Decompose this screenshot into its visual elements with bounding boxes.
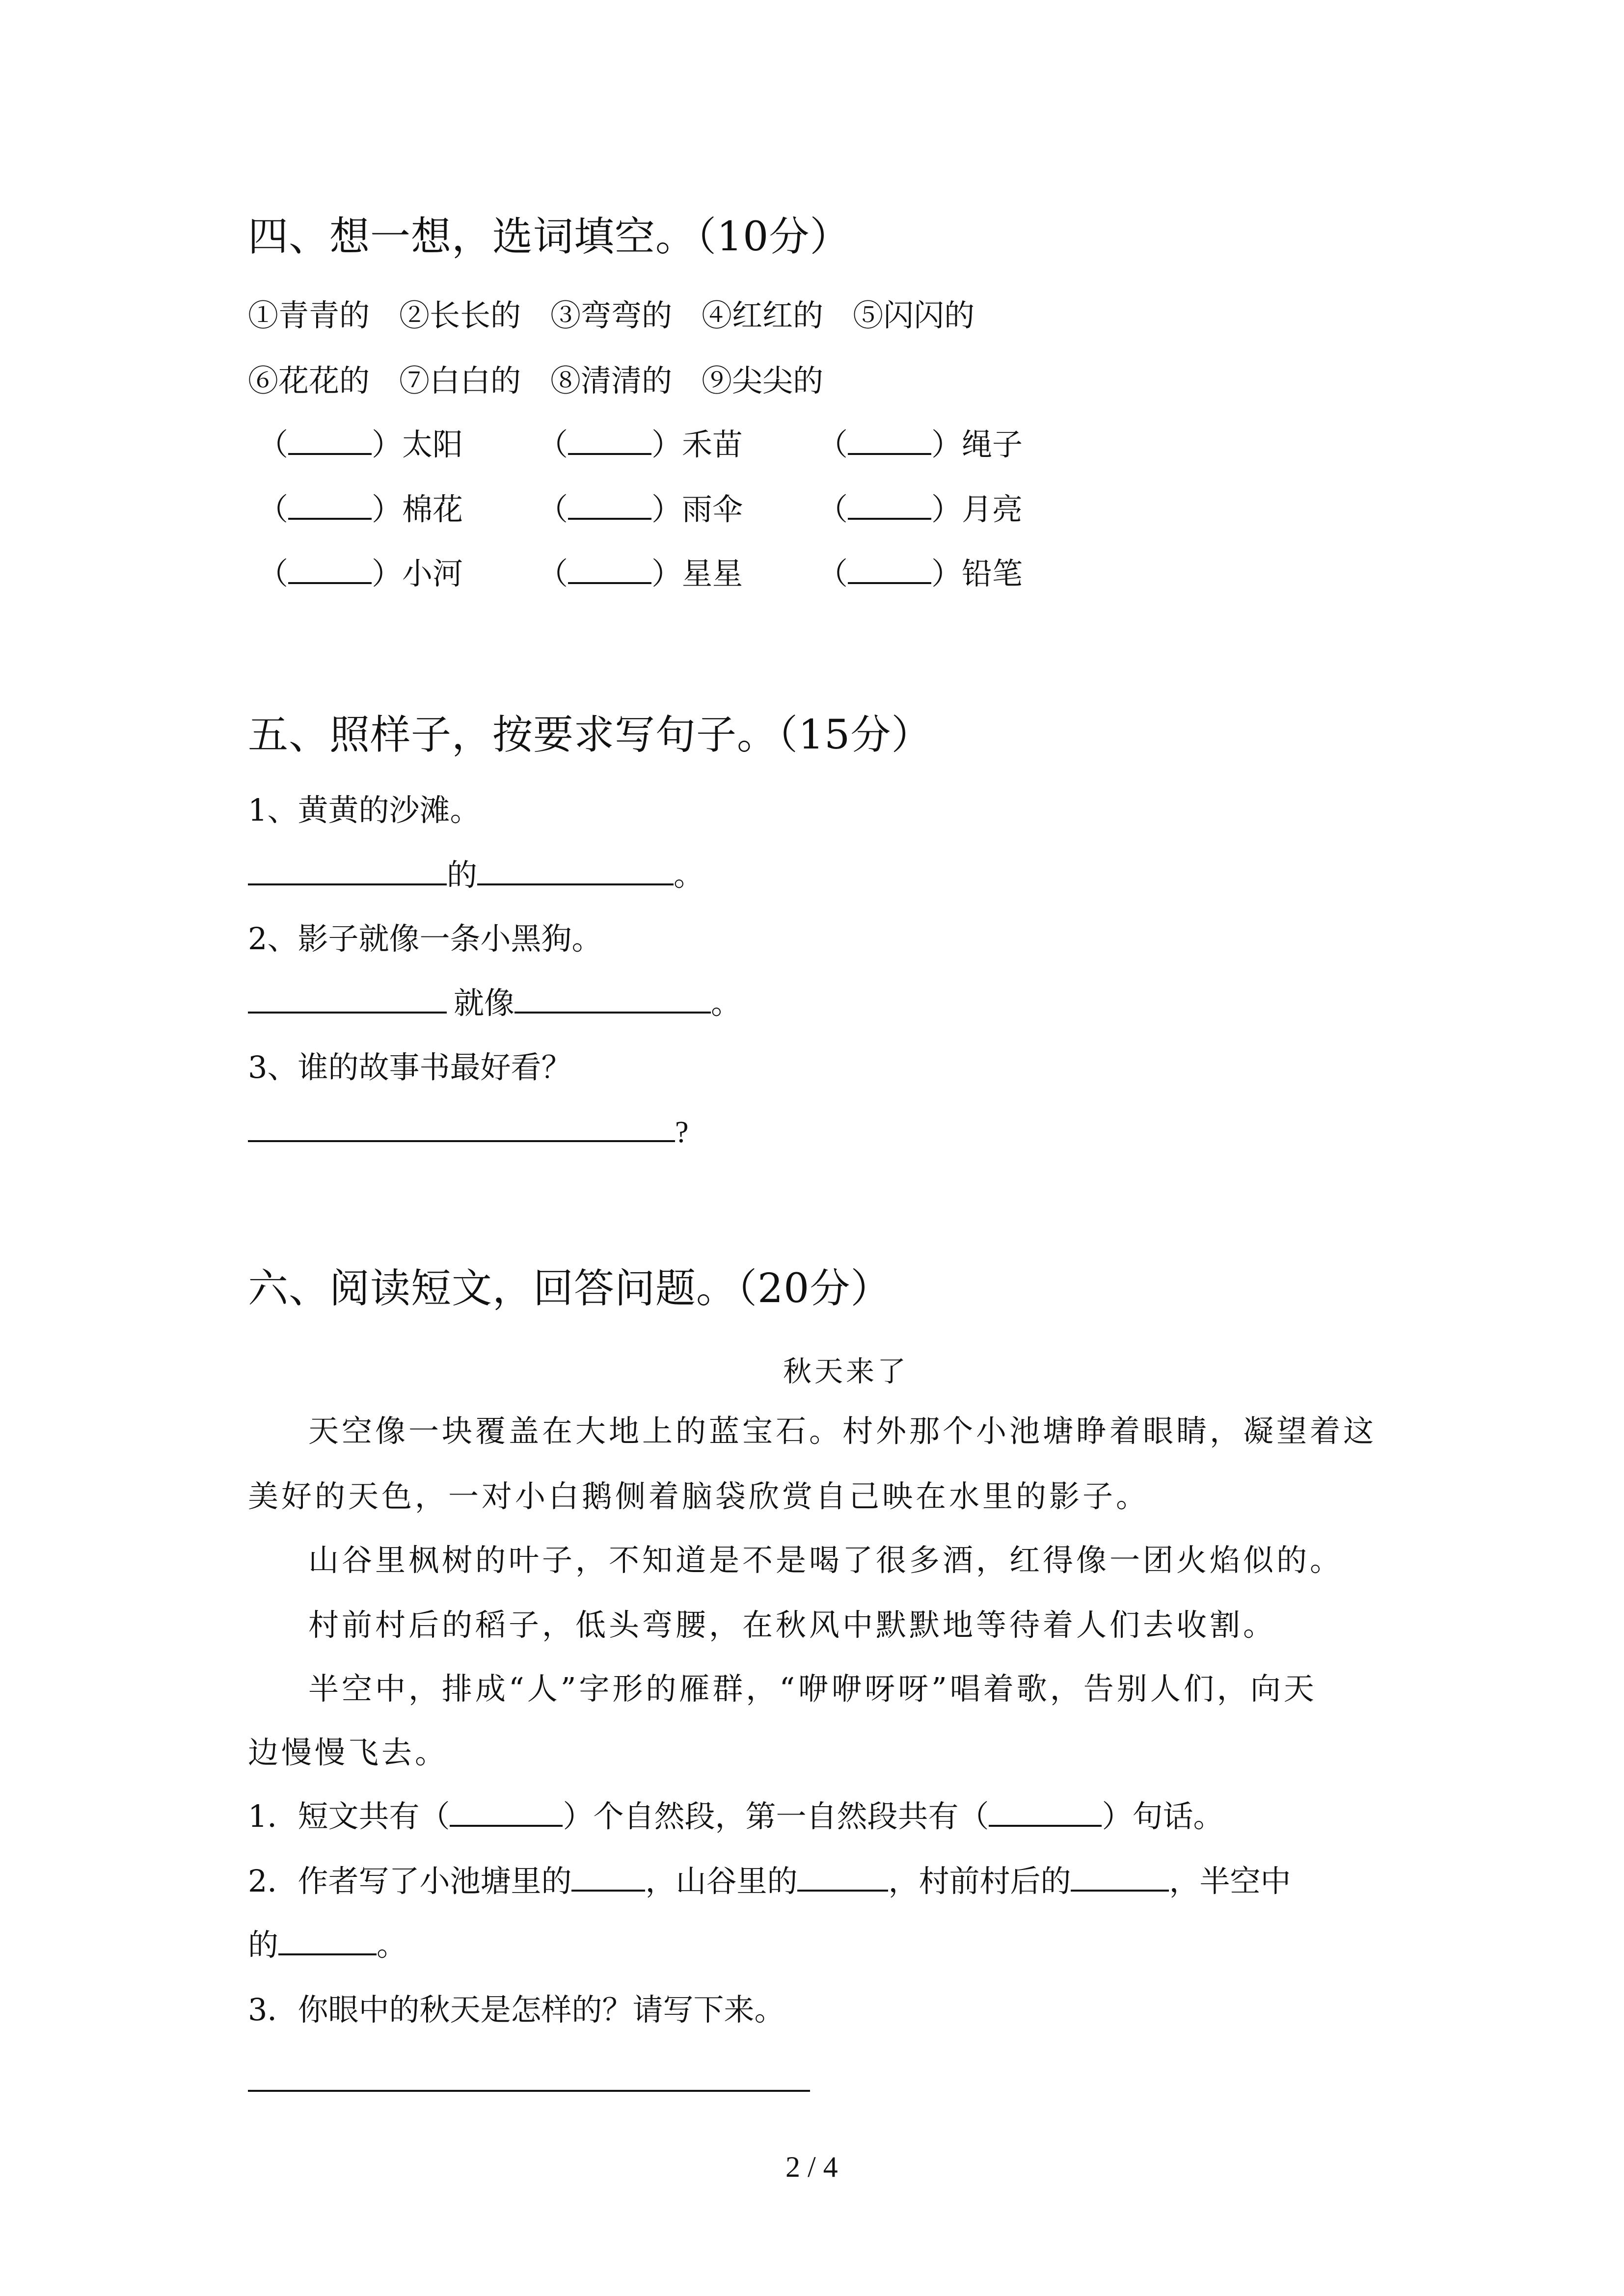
section4-title: 四、想一想，选词填空。（10分） <box>248 214 851 260</box>
passage-p4-line2: 边慢慢飞去。 <box>248 1735 449 1770</box>
passage-p1-line2: 美好的天色，一对小白鹅侧着脑袋欣赏自己映在水里的影子。 <box>248 1478 1150 1514</box>
answer-blank[interactable] <box>571 1890 645 1892</box>
fill-item-star: （ ）星星 <box>538 556 743 591</box>
option-8: ⑧清清的 <box>550 363 673 399</box>
option-6: ⑥花花的 <box>248 363 370 399</box>
answer-blank[interactable] <box>848 453 931 455</box>
s6-question-2-cont: 的 。 <box>248 1927 407 1963</box>
fill-item-seedling: （ ）禾苗 <box>538 427 743 462</box>
s5-answer-3: ? <box>248 1117 689 1148</box>
answer-blank[interactable] <box>848 582 931 584</box>
answer-blank[interactable] <box>568 453 651 455</box>
section4-options-row2 <box>248 363 853 399</box>
s6-question-3: 3．你眼中的秋天是怎样的？请写下来。 <box>248 1992 785 2028</box>
answer-blank[interactable] <box>248 1140 675 1142</box>
option-5: ⑤闪闪的 <box>853 297 975 333</box>
answer-blank[interactable] <box>477 883 674 885</box>
option-1: ①青青的 <box>248 297 370 333</box>
page-number: 2 / 4 <box>785 2151 838 2183</box>
answer-blank[interactable] <box>568 582 651 584</box>
s6-question-2: 2．作者写了小池塘里的 ，山谷里的 ，村前村后的 ，半空中 <box>248 1863 1291 1899</box>
fill-item-cotton: （ ）棉花 <box>258 491 463 527</box>
section6-title: 六、阅读短文，回答问题。（20分） <box>248 1265 892 1312</box>
answer-blank[interactable] <box>568 518 651 520</box>
answer-blank[interactable] <box>288 582 372 584</box>
answer-blank[interactable] <box>248 883 447 885</box>
fill-item-pencil: （ ）铅笔 <box>817 556 1023 591</box>
s5-answer-1: 的 。 <box>248 860 704 890</box>
fill-item-umbrella: （ ）雨伞 <box>538 491 743 527</box>
option-2: ②长长的 <box>399 297 521 333</box>
answer-blank[interactable] <box>1071 1890 1169 1892</box>
s6-question-1: 1．短文共有（ ）个自然段，第一自然段共有（ ）句话。 <box>248 1798 1224 1834</box>
fill-item-sun: （ ）太阳 <box>258 427 463 462</box>
answer-blank[interactable] <box>248 1012 447 1014</box>
option-3: ③弯弯的 <box>550 297 673 333</box>
passage-title: 秋天来了 <box>783 1355 909 1388</box>
answer-blank[interactable] <box>989 1825 1102 1827</box>
s5-question-2: 2、影子就像一条小黑狗。 <box>248 921 602 957</box>
answer-blank[interactable] <box>288 518 372 520</box>
passage-p2: 山谷里枫树的叶子，不知道是不是喝了很多酒，红得像一团火焰似的。 <box>308 1542 1344 1578</box>
fill-item-river: （ ）小河 <box>258 556 463 591</box>
answer-blank[interactable] <box>288 453 372 455</box>
option-4: ④红红的 <box>702 297 824 333</box>
s5-answer-2: 就像 。 <box>248 988 741 1018</box>
s5-question-1: 1、黄黄的沙滩。 <box>248 792 481 828</box>
answer-blank[interactable] <box>278 1953 377 1955</box>
fill-item-moon: （ ）月亮 <box>817 491 1023 527</box>
s5-question-3: 3、谁的故事书最好看？ <box>248 1049 572 1085</box>
answer-blank[interactable] <box>514 1012 711 1014</box>
fill-item-rope: （ ）绳子 <box>817 427 1023 462</box>
section4-options-row1 <box>248 297 1004 333</box>
option-7: ⑦白白的 <box>399 363 521 399</box>
passage-p4-line1: 半空中，排成“人”字形的雁群，“咿咿呀呀”唱着歌，告别人们，向天 <box>308 1671 1317 1707</box>
answer-blank[interactable] <box>848 518 931 520</box>
passage-p3: 村前村后的稻子，低头弯腰，在秋风中默默地等待着人们去收割。 <box>308 1607 1277 1643</box>
answer-blank[interactable] <box>450 1825 563 1827</box>
s6-answer-line[interactable] <box>248 2090 810 2092</box>
option-9: ⑨尖尖的 <box>702 363 824 399</box>
section5-title: 五、照样子，按要求写句子。（15分） <box>248 712 932 758</box>
answer-blank[interactable] <box>797 1890 888 1892</box>
passage-p1-line1: 天空像一块覆盖在大地上的蓝宝石。村外那个小池塘睁着眼睛，凝望着这 <box>308 1413 1377 1449</box>
